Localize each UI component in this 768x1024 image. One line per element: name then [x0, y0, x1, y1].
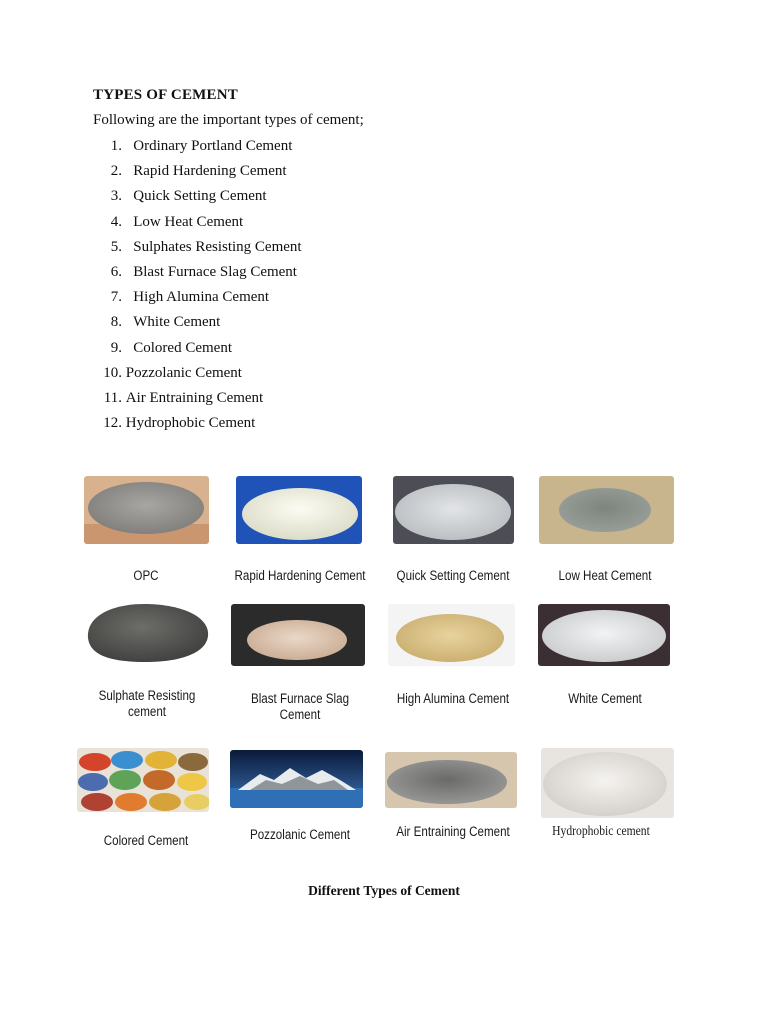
document-heading: TYPES OF CEMENT: [93, 87, 238, 103]
list-item: [93, 263, 302, 288]
caption-rapid-hardening: Rapid Hardening Cement: [234, 568, 366, 583]
list-text: High Alumina Cement: [133, 289, 270, 306]
air-entraining-photo: [385, 752, 517, 808]
caption-blast-furnace: [236, 691, 365, 723]
caption-line: Sulphate Resisting: [98, 688, 196, 703]
list-number: 8.: [110, 314, 122, 331]
list-item: [93, 137, 302, 162]
list-number: 10.: [103, 364, 122, 381]
list-text: Air Entraining Cement: [125, 389, 264, 406]
colored-cement-photo: [77, 748, 209, 812]
caption-high-alumina: High Alumina Cement: [396, 691, 510, 706]
caption-line: Cement: [279, 707, 321, 722]
caption-quick-setting: Quick Setting Cement: [396, 568, 510, 583]
high-alumina-photo: [388, 604, 515, 666]
list-item: [93, 238, 302, 263]
list-text: Low Heat Cement: [133, 213, 244, 230]
list-number: 11.: [103, 389, 122, 406]
list-text: Colored Cement: [133, 339, 232, 356]
list-text: Blast Furnace Slag Cement: [133, 263, 297, 280]
list-number: 5.: [110, 238, 122, 255]
white-cement-photo: [538, 604, 670, 666]
caption-line: Blast Furnace Slag: [250, 691, 350, 706]
list-item: [93, 288, 302, 313]
list-text: Rapid Hardening Cement: [133, 163, 287, 180]
list-number: 1.: [110, 138, 122, 154]
list-number: 6.: [110, 263, 122, 280]
cement-types-list: [93, 137, 302, 439]
list-number: 4.: [110, 213, 122, 230]
opc-photo: [84, 476, 209, 544]
list-item: [93, 364, 302, 389]
caption-colored-cement: Colored Cement: [103, 833, 189, 848]
caption-pozzolanic: Pozzolanic Cement: [249, 827, 351, 842]
caption-opc: OPC: [133, 568, 159, 583]
list-text: Pozzolanic Cement: [125, 364, 242, 381]
list-text: Ordinary Portland Cement: [133, 138, 293, 154]
caption-white-cement: White Cement: [568, 691, 642, 706]
list-item: [93, 414, 302, 439]
list-item: [93, 162, 302, 187]
rapid-hardening-photo: [236, 476, 362, 544]
list-text: Sulphates Resisting Cement: [133, 238, 302, 255]
caption-line: cement: [127, 704, 167, 719]
caption-hydrophobic: Hydrophobic cement: [552, 823, 650, 838]
list-item: [93, 213, 302, 238]
caption-sulphate-resisting: [83, 688, 212, 720]
figure-title: Different Types of Cement: [308, 883, 460, 898]
list-item: [93, 313, 302, 338]
caption-air-entraining: Air Entraining Cement: [396, 824, 510, 839]
quick-setting-photo: [393, 476, 514, 544]
sulphate-resisting-photo: [82, 598, 212, 664]
list-item: [93, 389, 302, 414]
intro-text: Following are the important types of cement;: [93, 112, 364, 128]
list-number: 3.: [110, 188, 122, 205]
hydrophobic-photo: [541, 748, 674, 818]
list-number: 2.: [110, 163, 122, 180]
pozzolanic-photo: [230, 750, 363, 808]
list-number: 7.: [110, 289, 122, 306]
list-text: Quick Setting Cement: [133, 188, 267, 205]
caption-low-heat: Low Heat Cement: [558, 568, 652, 583]
list-item: [93, 187, 302, 212]
blast-furnace-photo: [231, 604, 365, 666]
list-item: [93, 339, 302, 364]
list-text: Hydrophobic Cement: [125, 415, 256, 432]
low-heat-photo: [539, 476, 674, 544]
list-number: 9.: [110, 339, 122, 356]
list-number: 12.: [103, 415, 122, 432]
list-text: White Cement: [133, 314, 221, 331]
